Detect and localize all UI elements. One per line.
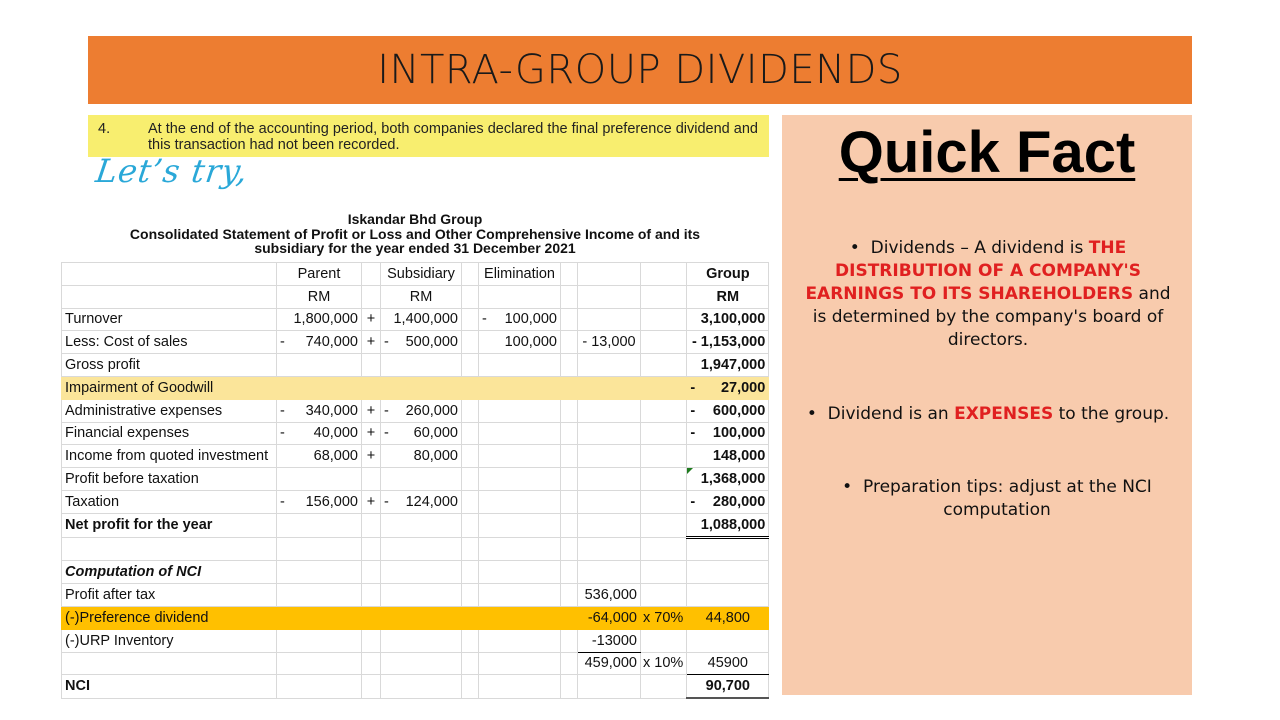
header-group: Group: [687, 263, 769, 286]
group-cell: 1,368,000: [687, 468, 769, 491]
nci-amount: -64,000: [578, 606, 641, 629]
row-label: Gross profit: [62, 354, 277, 377]
nci-heading-row: [62, 561, 769, 584]
slide-title-bar: [88, 36, 1192, 104]
nci-label: [62, 652, 277, 675]
table-row: [62, 422, 769, 445]
nci-rate: x 70%: [641, 606, 687, 629]
table-row: [62, 490, 769, 513]
nci-row: [62, 629, 769, 652]
statement-title-line1: Consolidated Statement of Profit or Loss and Other Comprehensive Income of and its: [129, 225, 701, 242]
row-label: Impairment of Goodwill: [62, 376, 277, 399]
group-cell: 1,947,000: [687, 354, 769, 377]
blank-row: [62, 537, 769, 561]
op-cell: +: [362, 422, 381, 445]
parent-cell: - 156,000: [277, 490, 362, 513]
table-row: [62, 445, 769, 468]
group-cell: - 27,000: [687, 376, 769, 399]
subsidiary-cell: 80,000: [381, 445, 462, 468]
nci-heading: Computation of NCI: [62, 561, 277, 584]
quick-fact-title: Quick Fact: [838, 120, 1136, 185]
op-cell: +: [362, 308, 381, 331]
parent-cell: 1,800,000: [277, 308, 362, 331]
nci-amount: 536,000: [578, 584, 641, 607]
lets-try-label: Let’s try,: [93, 152, 251, 190]
bullet-icon: •: [849, 238, 871, 258]
nci-rate: x 10%: [641, 652, 687, 675]
statement-heading: [60, 212, 770, 256]
adjustment-cell: [578, 308, 641, 331]
question-number: 4.: [98, 121, 111, 137]
bullet-icon: •: [806, 404, 828, 424]
nci-total: 90,700: [687, 675, 769, 698]
slide-title: INTRA-GROUP DIVIDENDS: [377, 47, 903, 93]
row-label: Financial expenses: [62, 422, 277, 445]
table-row: [62, 308, 769, 331]
row-label: Profit before taxation: [62, 468, 277, 491]
consolidated-statement-table: [61, 262, 769, 699]
nci-amount: 459,000: [578, 652, 641, 675]
nci-label: NCI: [62, 675, 277, 698]
group-cell: - 280,000: [687, 490, 769, 513]
nci-row: [62, 652, 769, 675]
table-row: [62, 331, 769, 354]
op-cell: +: [362, 490, 381, 513]
nci-row: [62, 584, 769, 607]
table-row: [62, 468, 769, 491]
subsidiary-cell: - 124,000: [381, 490, 462, 513]
header-elimination: Elimination: [479, 263, 561, 286]
question-box: [88, 115, 769, 157]
nci-rate: [641, 584, 687, 607]
table-row: [62, 354, 769, 377]
nci-total-row: [62, 675, 769, 698]
parent-cell: - 340,000: [277, 399, 362, 422]
op-cell: +: [362, 399, 381, 422]
fact-bullet-dividend-definition: • Dividends – A dividend is THE DISTRIBUTION OF A COMPANY'S EARNINGS TO ITS SHAREHOLDERS and is determined by the company's board of directors.: [805, 238, 1171, 350]
header-parent: Parent: [277, 263, 362, 286]
header-row: [62, 263, 769, 286]
op-cell: +: [362, 445, 381, 468]
row-label: Administrative expenses: [62, 399, 277, 422]
row-label: Less: Cost of sales: [62, 331, 277, 354]
table-row: [62, 399, 769, 422]
subsidiary-cell: - 500,000: [381, 331, 462, 354]
nci-label: (-)Preference dividend: [62, 606, 277, 629]
row-label: Net profit for the year: [62, 513, 277, 537]
nci-label: (-)URP Inventory: [62, 629, 277, 652]
header-subsidiary: Subsidiary: [381, 263, 462, 286]
quick-fact-panel: [782, 115, 1192, 695]
nci-result: [687, 629, 769, 652]
nci-rate: [641, 629, 687, 652]
currency-subsidiary: RM: [381, 285, 462, 308]
nci-row-highlighted: [62, 606, 769, 629]
parent-cell: - 40,000: [277, 422, 362, 445]
nci-label: Profit after tax: [62, 584, 277, 607]
group-cell: - 100,000: [687, 422, 769, 445]
subsidiary-cell: 1,400,000: [381, 308, 462, 331]
question-text: At the end of the accounting period, both companies declared the final preference dividend and this transaction had not been recorded.: [148, 121, 758, 153]
parent-cell: 68,000: [277, 445, 362, 468]
table-row-highlighted: [62, 376, 769, 399]
subsidiary-cell: - 260,000: [381, 399, 462, 422]
nci-result: [687, 584, 769, 607]
group-cell: 1,088,000: [687, 513, 769, 537]
group-cell: 3,100,000: [687, 308, 769, 331]
table-row: [62, 513, 769, 537]
nci-result: 44,800: [687, 606, 769, 629]
row-label: Income from quoted investment: [62, 445, 277, 468]
group-cell: 148,000: [687, 445, 769, 468]
row-label: Turnover: [62, 308, 277, 331]
subsidiary-cell: - 60,000: [381, 422, 462, 445]
bullet-icon: •: [842, 477, 864, 497]
currency-parent: RM: [277, 285, 362, 308]
row-label: Taxation: [62, 490, 277, 513]
company-name: Iskandar Bhd Group: [347, 211, 483, 227]
nci-result: 45900: [687, 652, 769, 675]
fact-bullet-dividend-expense: • Dividend is an EXPENSES to the group.: [806, 404, 1170, 424]
adjustment-cell: - 13,000: [578, 331, 641, 354]
statement-title-line2: subsidiary for the year ended 31 December 2021: [254, 240, 576, 256]
fact-bullet-preparation-tips: • Preparation tips: adjust at the NCI computation: [842, 477, 1152, 520]
group-cell: - 600,000: [687, 399, 769, 422]
nci-amount: -13000: [578, 629, 641, 652]
op-cell: +: [362, 331, 381, 354]
group-cell: - 1,153,000: [687, 331, 769, 354]
currency-row: [62, 285, 769, 308]
parent-cell: - 740,000: [277, 331, 362, 354]
currency-group: RM: [687, 285, 769, 308]
elimination-cell: 100,000: [479, 331, 561, 354]
elimination-cell: - 100,000: [479, 308, 561, 331]
